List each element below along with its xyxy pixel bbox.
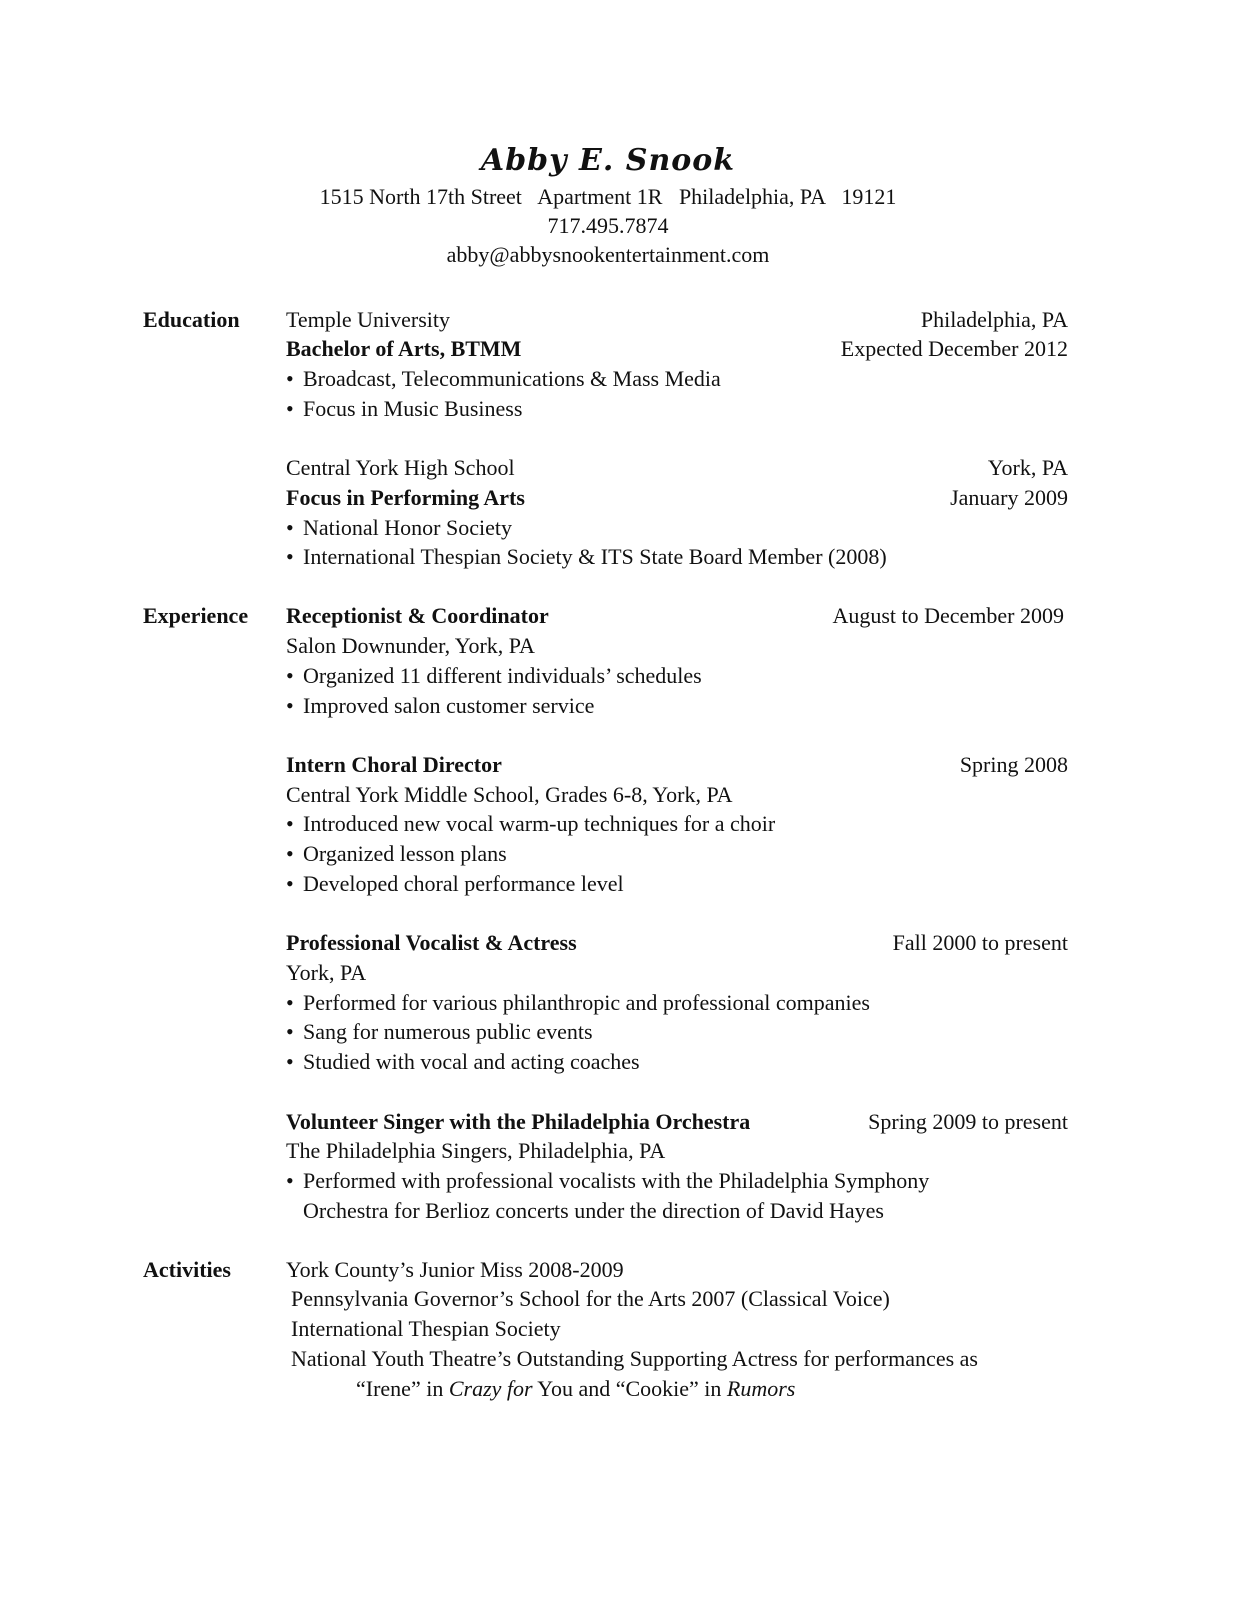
job-date: August to December 2009 — [832, 603, 1064, 628]
experience-heading: Experience — [143, 603, 249, 628]
school-date: January 2009 — [950, 485, 1068, 510]
show-title: Crazy for — [448, 1376, 533, 1401]
school-degree: Focus in Performing Arts — [286, 485, 525, 510]
contact-address: 1515 North 17th Street Apartment 1R Philadelphia, PA 19121 — [319, 184, 897, 209]
bullet-item: • International Thespian Society & ITS State Board Member (2008) — [286, 542, 887, 572]
activity-continuation — [356, 1374, 795, 1404]
education-heading: Education — [143, 307, 240, 332]
show-title: Rumors — [726, 1376, 796, 1401]
activity-item: International Thespian Society — [291, 1316, 561, 1341]
job-role: Receptionist & Coordinator — [286, 603, 549, 628]
bullet-item: • Focus in Music Business — [286, 394, 522, 424]
contact-email: abby@abbysnookentertainment.com — [446, 242, 770, 267]
job-org: The Philadelphia Singers, Philadelphia, PA — [286, 1138, 666, 1163]
bullet-item: • Performed for various philanthropic and professional companies — [286, 988, 870, 1018]
job-org: Central York Middle School, Grades 6-8, York, PA — [286, 782, 733, 807]
job-date: Fall 2000 to present — [892, 930, 1068, 955]
job-date: Spring 2009 to present — [868, 1109, 1068, 1134]
applicant-name: Abby E. Snook — [480, 143, 736, 178]
activity-text: “Irene” in — [356, 1376, 449, 1401]
school-location: Philadelphia, PA — [920, 307, 1068, 332]
job-role: Professional Vocalist & Actress — [286, 930, 577, 955]
activity-item: National Youth Theatre’s Outstanding Supporting Actress for performances as — [291, 1346, 978, 1371]
activity-item: York County’s Junior Miss 2008-2009 — [286, 1257, 624, 1282]
job-role: Volunteer Singer with the Philadelphia Orchestra — [286, 1109, 751, 1134]
bullet-item: • Performed with professional vocalists with the Philadelphia Symphony — [286, 1166, 929, 1196]
activity-item: Pennsylvania Governor’s School for the Arts 2007 (Classical Voice) — [291, 1286, 890, 1311]
school-date: Expected December 2012 — [840, 336, 1068, 361]
contact-phone: 717.495.7874 — [547, 213, 669, 238]
job-org: Salon Downunder, York, PA — [286, 633, 535, 658]
school-degree: Bachelor of Arts, BTMM — [286, 336, 522, 361]
bullet-continuation: Orchestra for Berlioz concerts under the direction of David Hayes — [303, 1198, 884, 1223]
bullet-item: • Studied with vocal and acting coaches — [286, 1047, 640, 1077]
activity-text: You and “Cookie” in — [532, 1376, 727, 1401]
bullet-item: • Broadcast, Telecommunications & Mass Media — [286, 364, 721, 394]
school-name: Temple University — [286, 307, 451, 332]
school-location: York, PA — [987, 455, 1068, 480]
bullet-item: • Organized lesson plans — [286, 839, 507, 869]
bullet-item: • Improved salon customer service — [286, 691, 594, 721]
bullet-item: • Organized 11 different individuals’ schedules — [286, 661, 702, 691]
bullet-item: • Introduced new vocal warm-up techniques for a choir — [286, 809, 775, 839]
job-org: York, PA — [286, 960, 367, 985]
activities-heading: Activities — [143, 1257, 231, 1282]
bullet-item: • Sang for numerous public events — [286, 1017, 593, 1047]
bullet-item: • Developed choral performance level — [286, 869, 624, 899]
school-name: Central York High School — [286, 455, 515, 480]
resume-header — [0, 140, 1236, 269]
job-role: Intern Choral Director — [286, 752, 502, 777]
job-date: Spring 2008 — [959, 752, 1068, 777]
bullet-item: • National Honor Society — [286, 513, 512, 543]
